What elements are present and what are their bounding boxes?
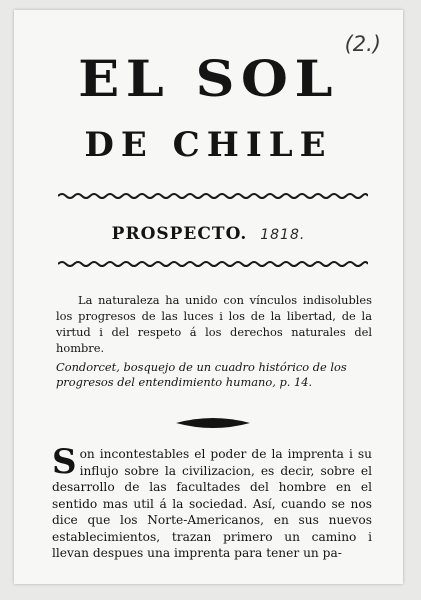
- prospecto-label: PROSPECTO.: [111, 224, 248, 244]
- masthead-title-line2: DE CHILE: [84, 125, 333, 165]
- epigraph: [56, 292, 372, 356]
- epigraph-text: La naturaleza ha unido con vínculos indisolubles los progresos de las luces i los de la libertad, de la virtud i del respeto á los derechos naturales del hombre.: [56, 293, 372, 355]
- handwritten-year: 1818.: [260, 227, 306, 243]
- section-heading: [14, 224, 403, 244]
- article-text: on incontestables el poder de la imprenta i su influjo sobre la civilizacion, es decir, sobre el desarrollo de las facultades del hombre en el sentido mas util á la sociedad. Así, cuando se nos dice que los Norte-Americanos, en sus nuevos establecimientos, trazan primero un camino i llevan despues una imprenta para tener un pa-: [52, 447, 372, 560]
- article-body: [52, 442, 372, 562]
- masthead-title-line1: EL SOL: [78, 49, 339, 108]
- decorative-rule-top: [58, 192, 368, 200]
- ornament-divider-icon: [176, 415, 250, 431]
- handwritten-page-number: (2.): [344, 32, 381, 56]
- decorative-rule-bottom: [58, 260, 368, 268]
- epigraph-citation: Condorcet, bosquejo de un cuadro histórico de los progresos del entendimiento humano, p. 14.: [56, 360, 347, 389]
- newspaper-page: [14, 10, 403, 584]
- drop-cap: S: [52, 442, 77, 482]
